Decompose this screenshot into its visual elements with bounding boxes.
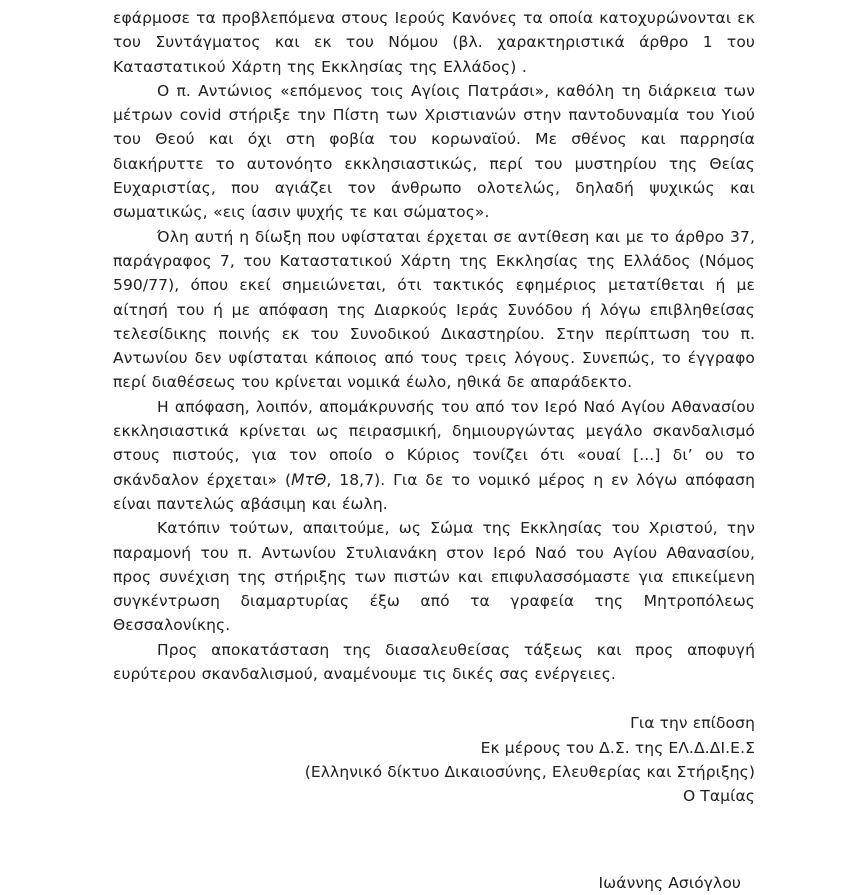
body-paragraph-covid-stance: Ο π. Αντώνιος «επόμενος τοις Αγίοις Πατράσι», καθόλη τη διάρκεια των μέτρων covid στήριξε την Πίστη των Χριστιανών στην παντοδυναμία του Υιού του Θεού και όχι στη φοβία του κορωναϊού. Με σθένος και παρρησία διακήρυττε το αυτονόητο εκκλησιαστικώς, περί του μυστηρίου της Θείας Ευχαριστίας, που αγιάζει τον άνθρωπο ολοτελώς, δηλαδή ψυχικώς και σωματικώς, «εις ίασιν ψυχής τε και σώματος».	[113, 81, 755, 222]
scripture-reference: ΜτΘ	[291, 470, 327, 489]
body-paragraph-closing-request: Προς αποκατάσταση της διασαλευθείσας τάξεως και προς αποφυγή ευρύτερου σκανδαλισμού, αναμένουμε τις δικές σας ενέργειες.	[113, 640, 755, 684]
closing-block	[113, 711, 755, 808]
body-paragraph-demand: Κατόπιν τούτων, απαιτούμε, ως Σώμα της Εκκλησίας του Χριστού, την παραμονή του π. Αντωνίου Στυλιανάκη στον Ιερό Ναό του Αγίου Αθανασίου, προς συνέχιση της στήριξης των πιστών και επιφυλασσόμαστε για επικείμενη συγκέντρωση διαμαρτυρίας έξω από τα γραφεία της Μητροπόλεως Θεσσαλονίκης.	[113, 519, 755, 635]
closing-line-on-behalf-of-board: Εκ μέρους του Δ.Σ. της ΕΛ.Δ.ΔΙ.Ε.Σ	[480, 738, 755, 757]
signature-name: Ιωάννης Ασιόγλου	[598, 873, 741, 892]
body-paragraph-continuation: εφάρμοσε τα προβλεπόμενα στους Ιερούς Κανόνες τα οποία κατοχυρώνονται εκ του Συντάγματος και εκ του Νόμου (βλ. χαρακτηριστικά άρθρο 1 του Καταστατικού Χάρτη της Εκκλησίας της Ελλάδος) .	[113, 9, 755, 76]
body-paragraph-article-37: Όλη αυτή η δίωξη που υφίσταται έρχεται σε αντίθεση και με το άρθρο 37, παράγραφος 7, του Καταστατικού Χάρτη της Εκκλησίας της Ελλάδος (Νόμος 590/77), όπου εκεί σημειώνεται, ότι τακτικός εφημέριος μετατίθεται ή με αίτησή του ή με απόφαση της Διαρκούς Ιεράς Συνόδου ή λόγω επιβληθείσας τελεσίδικης ποινής εκ του Συνοδικού Δικαστηρίου. Στην περίπτωση του π. Αντωνίου δεν υφίσταται κάποιος από τους τρεις λόγους. Συνεπώς, το έγγραφο περί διαθέσεως του κρίνεται νομικά έωλο, ηθικά δε απαράδεκτο.	[113, 227, 755, 392]
letter-body	[113, 6, 755, 686]
closing-line-delivery: Για την επίδοση	[630, 714, 755, 733]
paragraph-text-before-reference: Η απόφαση, λοιπόν, απομάκρυνσής του από τον Ιερό Ναό Αγίου Αθανασίου εκκλησιαστικά κρίνεται ως πειρασμική, δημιουργώντας μεγάλο σκανδαλισμό στους πιστούς, για τον οποίο ο Κύριος τονίζει ότι «ουαί [...] δι’ ου το σκάνδαλον έρχεται» (	[113, 397, 755, 489]
body-paragraph-decision-judgement	[113, 395, 755, 516]
closing-line-role-treasurer: Ο Ταμίας	[682, 787, 755, 806]
closing-line-organization-full-name: (Ελληνικό δίκτυο Δικαιοσύνης, Ελευθερίας και Στήριξης)	[304, 762, 755, 781]
paragraph-text-after-reference: , 18,7). Για δε το νομικό μέρος η εν λόγω απόφαση είναι παντελώς αβάσιμη και έωλη.	[113, 470, 756, 513]
